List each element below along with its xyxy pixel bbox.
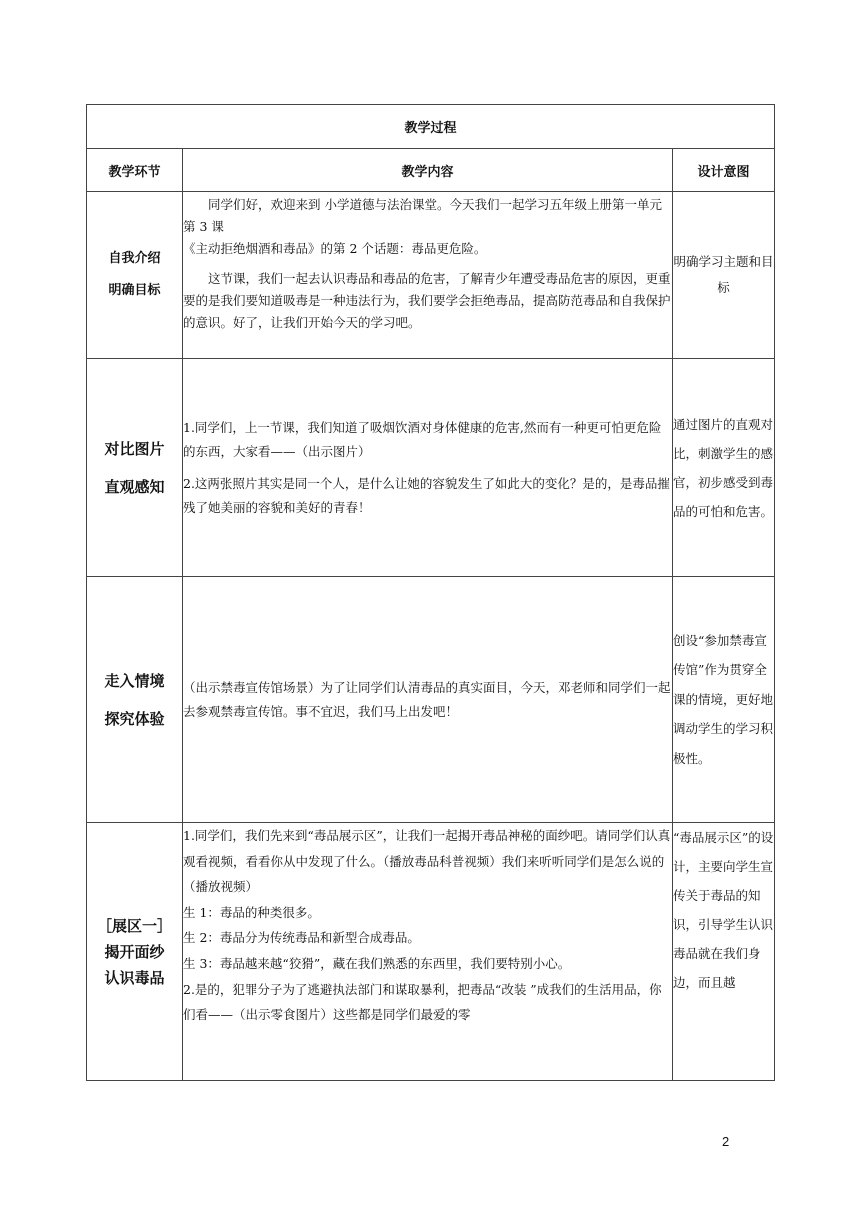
content-paragraph: 生 1：毒品的种类很多。 bbox=[183, 904, 320, 920]
design-cell: “毒品展示区”的设计，主要向学生宣传关于毒品的知识，引导学生认识毒品就在我们身边，而且越 bbox=[673, 823, 775, 1081]
content-paragraph: 2.是的，犯罪分子为了逃避执法部门和谋取暴利，把毒品“改装 ”成我们的生活用品，你们看——（出示零食图片）这些都是同学们最爱的零 bbox=[183, 981, 662, 1023]
header-content: 教学内容 bbox=[183, 149, 673, 192]
content-cell bbox=[183, 192, 673, 359]
teaching-process-table bbox=[86, 104, 775, 1081]
content-paragraph: 《主动拒绝烟酒和毒品》的第 2 个话题：毒品更危险。 bbox=[183, 241, 487, 256]
table-row bbox=[87, 823, 775, 1081]
table-row bbox=[87, 577, 775, 823]
design-cell: 明确学习主题和目标 bbox=[673, 192, 775, 359]
header-stage: 教学环节 bbox=[87, 149, 183, 192]
stage-line: 探究体验 bbox=[104, 709, 165, 728]
content-paragraph: 生 2：毒品分为传统毒品和新型合成毒品。 bbox=[183, 930, 420, 946]
table-title: 教学过程 bbox=[87, 105, 775, 149]
stage-line: 自我介绍 bbox=[108, 251, 161, 266]
table-row bbox=[87, 359, 775, 577]
content-paragraph: 2.这两张照片其实是同一个人，是什么让她的容貌发生了如此大的变化？是的，是毒品摧残了她美丽的容貌和美好的青春！ bbox=[183, 475, 670, 515]
design-cell: 通过图片的直观对比，刺激学生的感官，初步感受到毒品的可怕和危害。 bbox=[673, 359, 775, 577]
stage-line: 对比图片 bbox=[104, 439, 165, 458]
content-paragraph: 这节课，我们一起去认识毒品和毒品的危害，了解青少年遭受毒品危害的原因，更重要的是我们要知道吸毒是一种违法行为，我们要学会拒绝毒品，提高防范毒品和自我保护的意识。好了，让我们开始今天的学习吧。 bbox=[183, 271, 671, 330]
content-paragraph: 1.同学们，我们先来到“毒品展示区”，让我们一起揭开毒品神秘的面纱吧。请同学们认真观看视频，看看你从中发现了什么。（播放毒品科普视频）我们来听听同学们是怎么说的（播放视频） bbox=[183, 828, 671, 895]
stage-cell bbox=[87, 359, 183, 577]
stage-line: 直观感知 bbox=[104, 477, 165, 496]
stage-line: 走入情境 bbox=[104, 671, 165, 690]
design-cell: 创设“参加禁毒宣传馆”作为贯穿全课的情境，更好地调动学生的学习积极性。 bbox=[673, 577, 775, 823]
stage-cell bbox=[87, 192, 183, 359]
content-paragraph: 1.同学们，上一节课，我们知道了吸烟饮酒对身体健康的危害,然而有一种更可怕更危险的东西，大家看——（出示图片） bbox=[183, 419, 662, 459]
content-cell bbox=[183, 823, 673, 1081]
stage-cell bbox=[87, 577, 183, 823]
content-paragraph: （出示禁毒宣传馆场景）为了让同学们认清毒品的真实面目，今天，邓老师和同学们一起去参观禁毒宣传馆。事不宜迟，我们马上出发吧！ bbox=[183, 679, 671, 719]
stage-line: 明确目标 bbox=[108, 283, 161, 298]
stage-line: 认识毒品 bbox=[104, 968, 165, 987]
header-design: 设计意图 bbox=[673, 149, 775, 192]
stage-line: ［展区一］ bbox=[96, 916, 172, 935]
content-cell bbox=[183, 359, 673, 577]
content-cell bbox=[183, 577, 673, 823]
stage-cell bbox=[87, 823, 183, 1081]
page-number: 2 bbox=[722, 1134, 730, 1149]
content-paragraph: 同学们好，欢迎来到 小学道德与法治课堂。今天我们一起学习五年级上册第一单元第 3 课 bbox=[183, 197, 662, 234]
table-row bbox=[87, 192, 775, 359]
content-paragraph: 生 3：毒品越来越“狡猾”，藏在我们熟悉的东西里，我们要特别小心。 bbox=[183, 955, 571, 971]
stage-line: 揭开面纱 bbox=[104, 942, 165, 961]
